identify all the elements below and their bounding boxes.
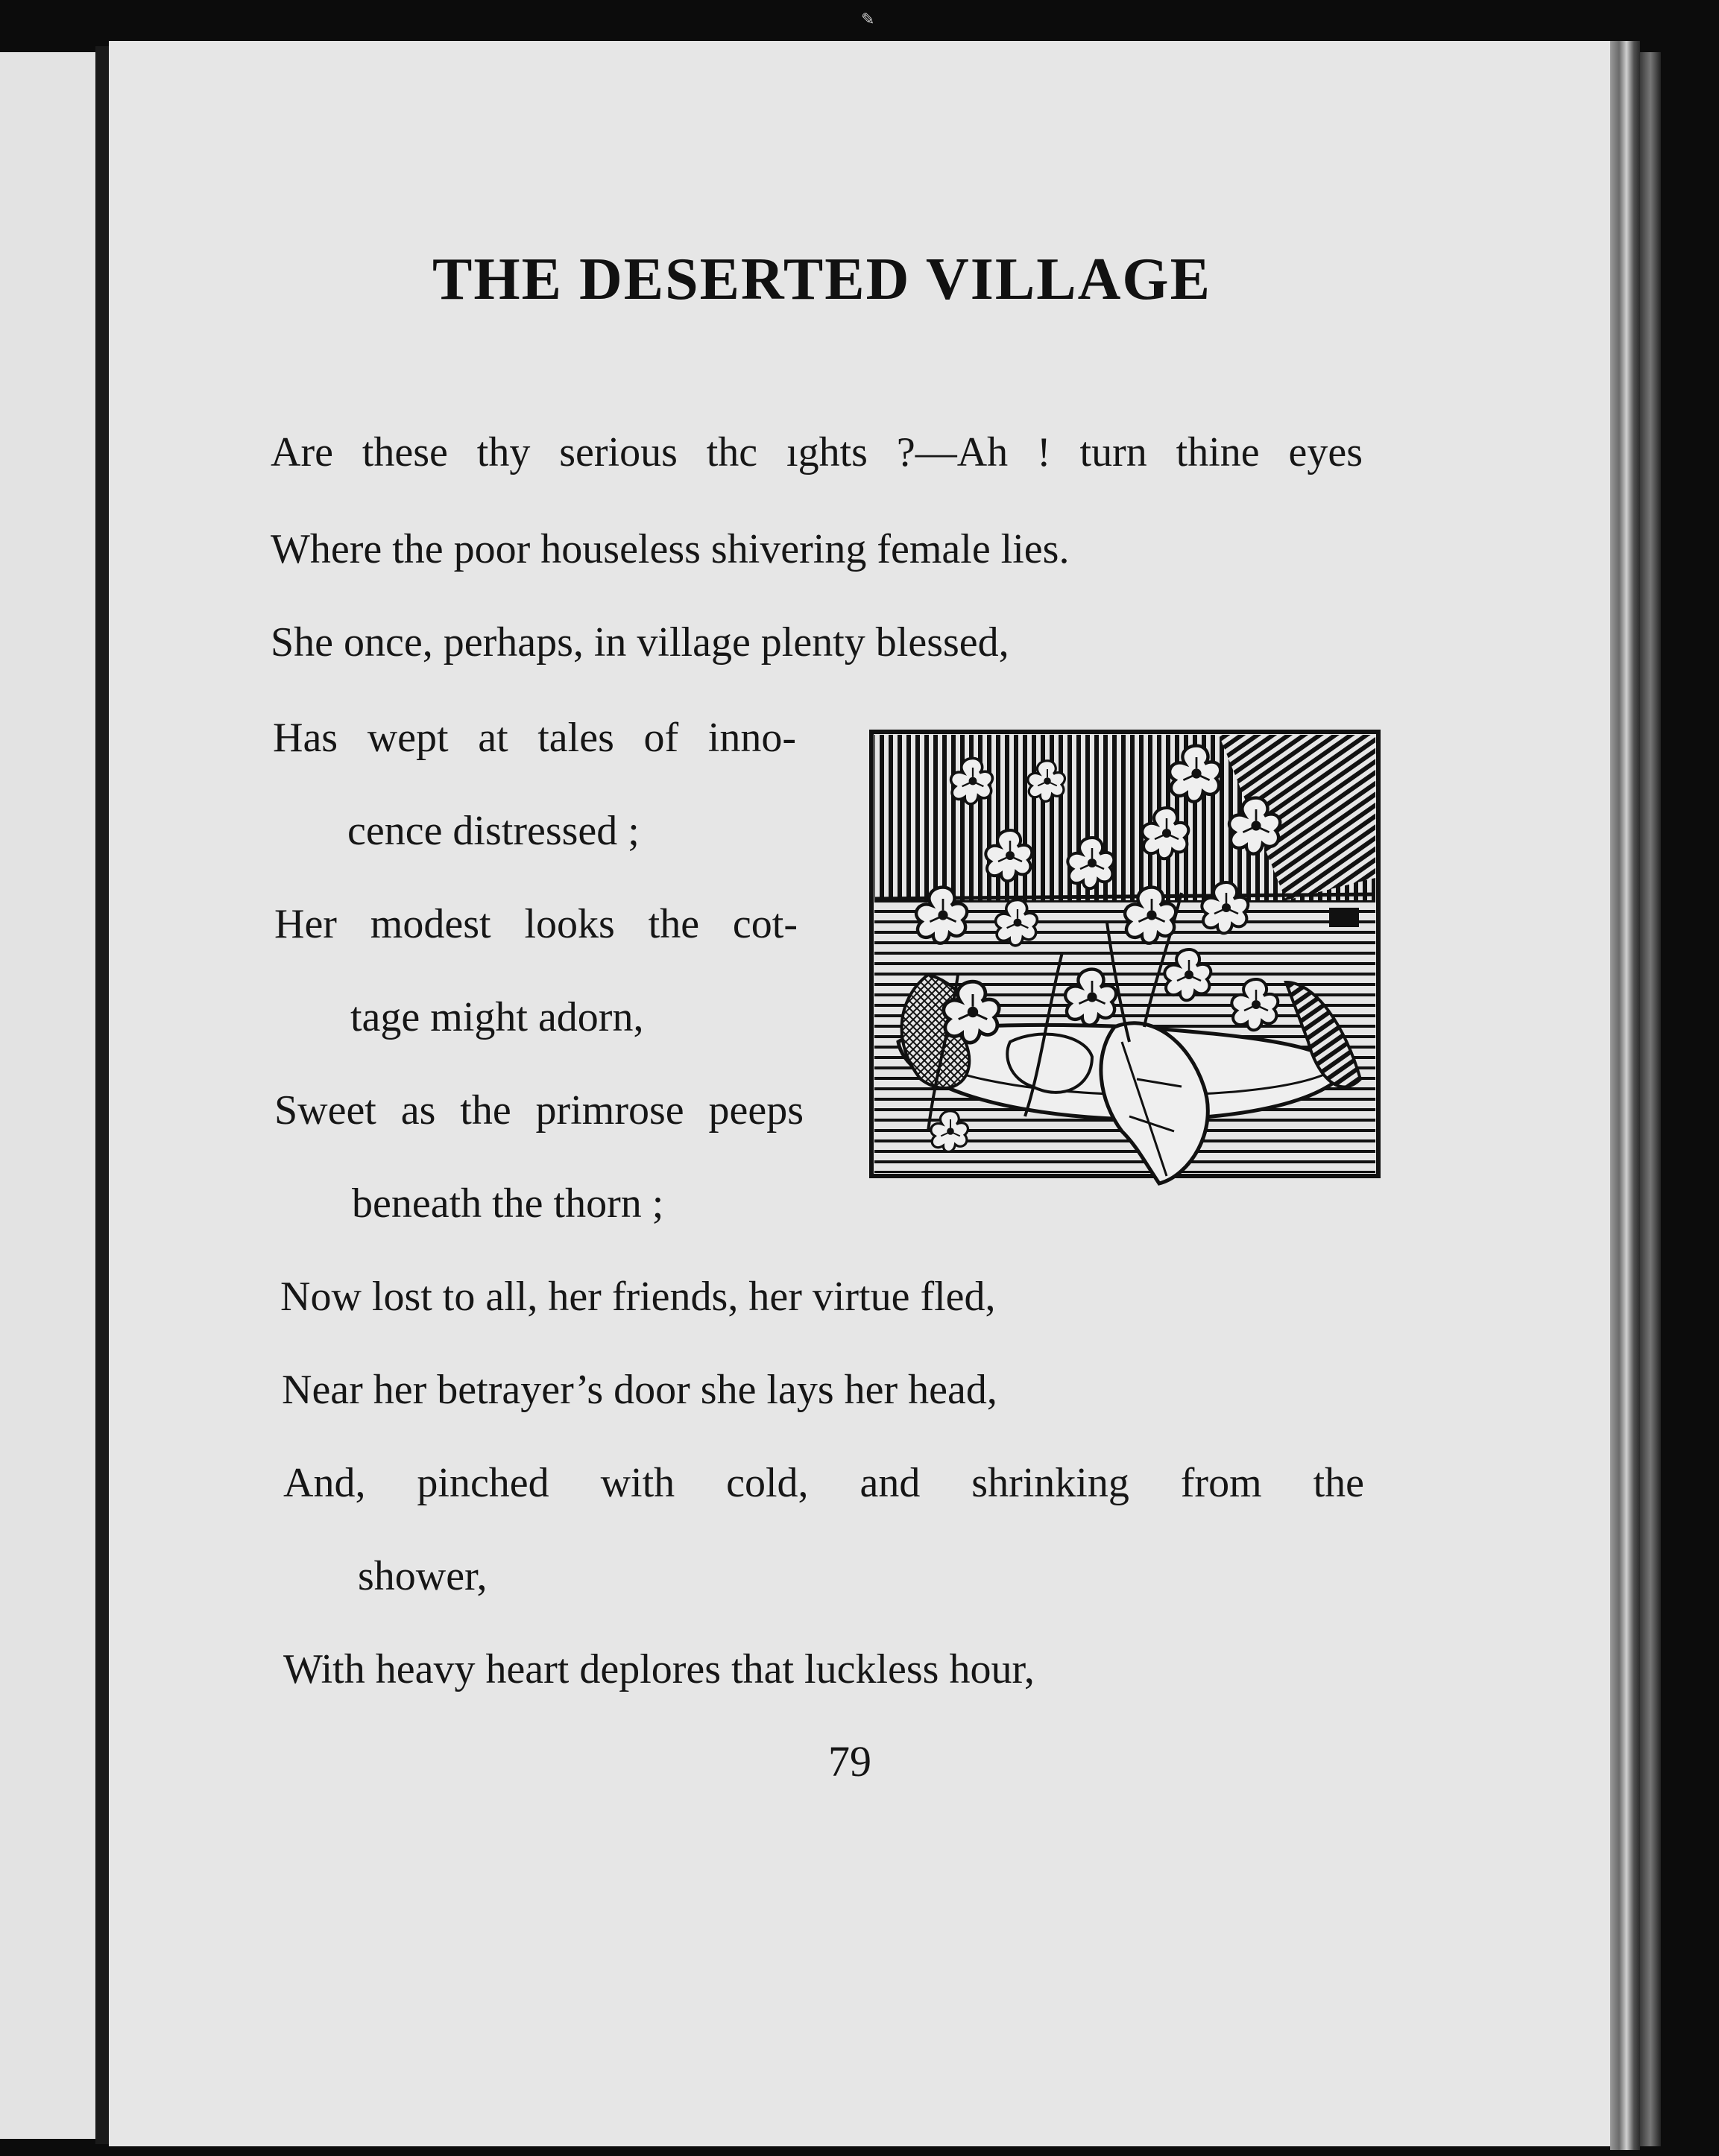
scan-speck-icon: ✎ [861, 10, 875, 29]
poem-line: cence distressed ; [347, 808, 640, 854]
flower-vignette-icon [868, 729, 1392, 1189]
poem-line: With heavy heart deplores that luckless hour, [283, 1646, 1035, 1692]
binding-edge [1640, 52, 1661, 2146]
poem-line: Now lost to all, her friends, her virtue fled, [280, 1274, 996, 1320]
page-stack-edge [1610, 41, 1640, 2150]
running-title: THE DESERTED VILLAGE [432, 247, 1211, 312]
poem-line: Where the poor houseless shivering female lies. [271, 526, 1070, 572]
poem-line: Are these thy serious thc ıghts ?—Ah ! turn thine eyes [271, 429, 1363, 475]
poem-line: Sweet as the primrose peeps [274, 1087, 804, 1134]
previous-page-edge [0, 52, 95, 2139]
poem-line: shower, [358, 1553, 488, 1599]
poem-line: She once, perhaps, in village plenty blessed, [271, 619, 1009, 666]
page-number: 79 [828, 1737, 871, 1786]
poem-line: tage might adorn, [350, 994, 644, 1040]
book-gutter [95, 46, 109, 2144]
poem-line: Has wept at tales of inno- [273, 715, 796, 761]
poem-line: And, pinched with cold, and shrinking from the [283, 1460, 1364, 1506]
poem-line: Her modest looks the cot- [274, 901, 798, 947]
poem-line: Near her betrayer’s door she lays her head, [282, 1367, 997, 1413]
poem-line: beneath the thorn ; [352, 1180, 664, 1227]
